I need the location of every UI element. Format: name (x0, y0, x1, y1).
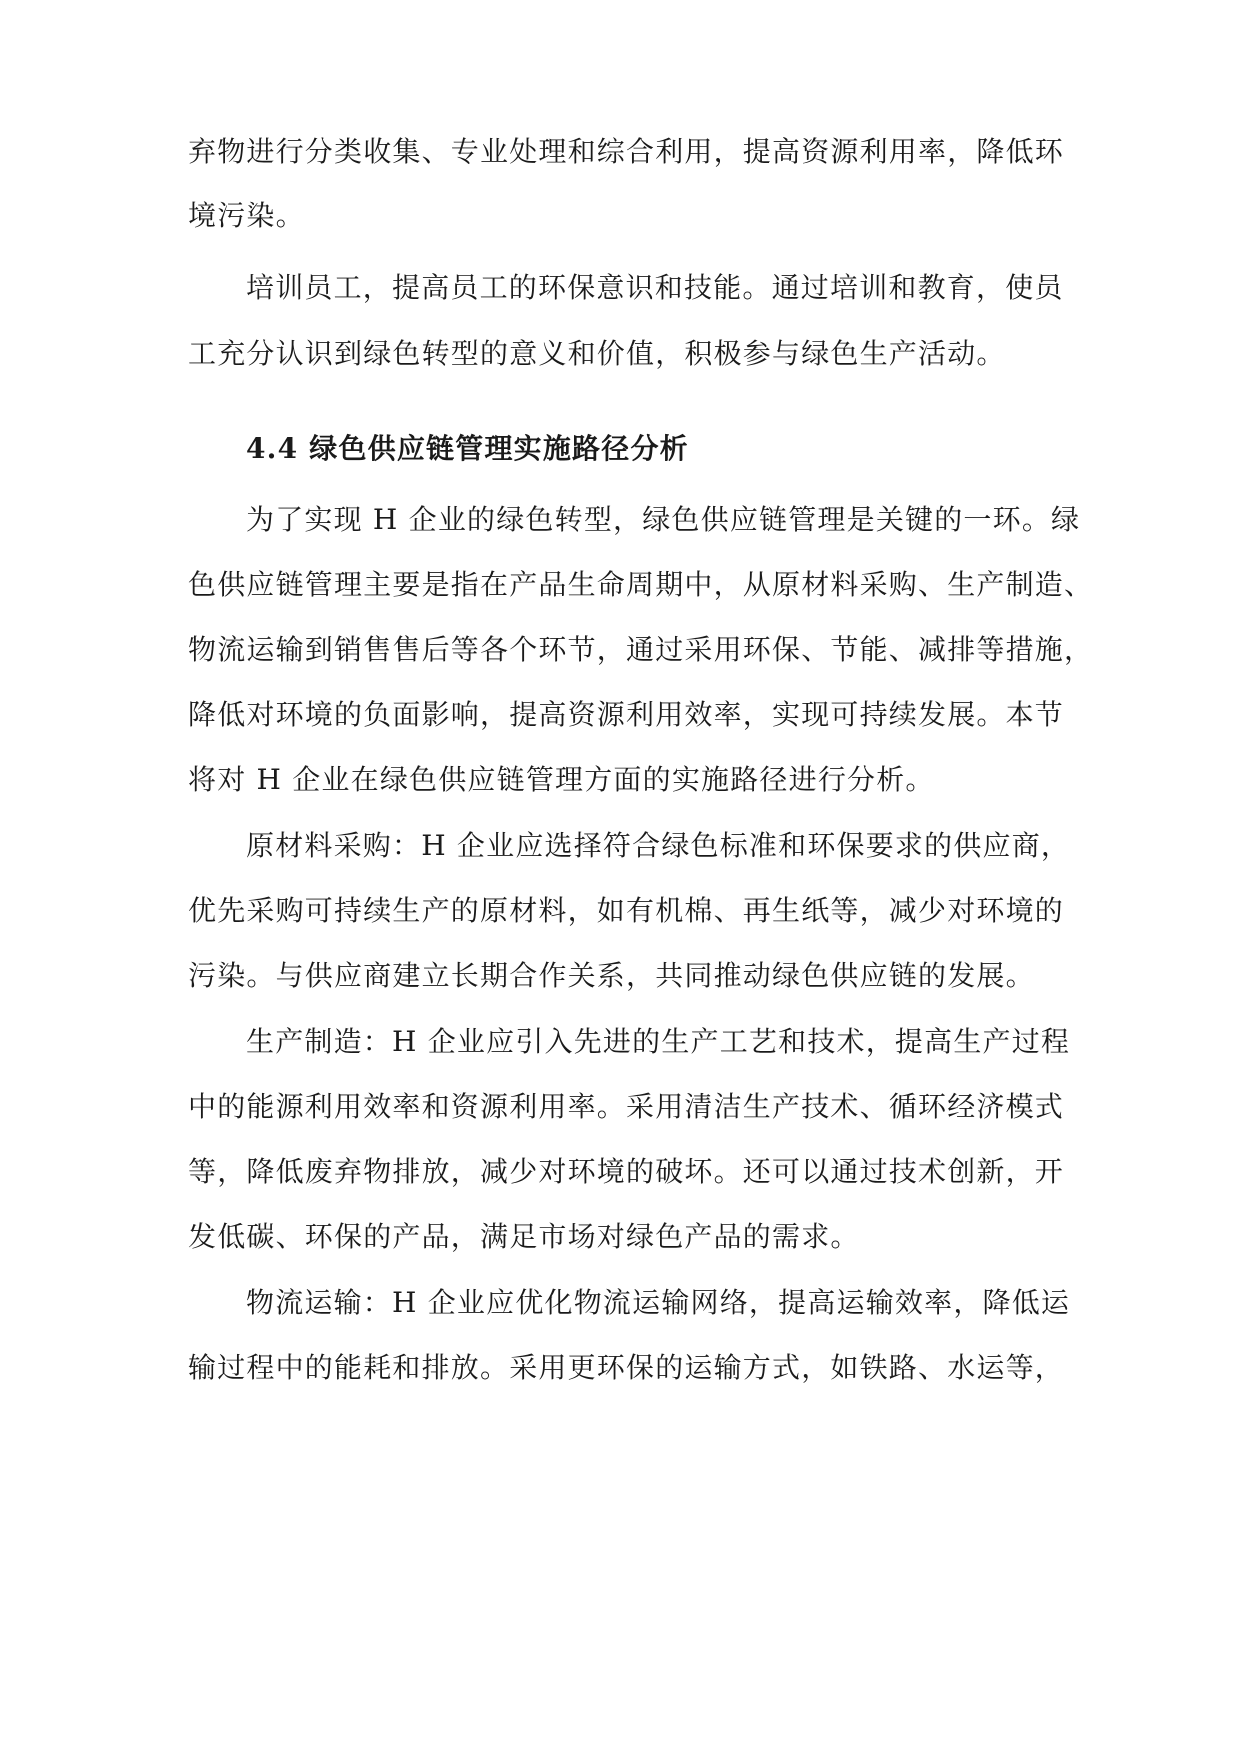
section-heading: 4.4 绿色供应链管理实施路径分析 (246, 432, 689, 465)
paragraph-line: 色供应链管理主要是指在产品生命周期中，从原材料采购、生产制造、 (188, 568, 1094, 601)
paragraph-line: 物流运输到销售售后等各个环节，通过采用环保、节能、减排等措施， (188, 633, 1094, 666)
paragraph-line: 降低对环境的负面影响，提高资源利用效率，实现可持续发展。本节 (188, 698, 1065, 731)
paragraph-line: 为了实现 H 企业的绿色转型，绿色供应链管理是关键的一环。绿 (246, 503, 1081, 536)
paragraph-line: 境污染。 (188, 199, 305, 232)
paragraph-line: 污染。与供应商建立长期合作关系，共同推动绿色供应链的发展。 (188, 959, 1035, 992)
paragraph-line: 弃物进行分类收集、专业处理和综合利用，提高资源利用率，降低环 (188, 135, 1065, 168)
paragraph-line: 将对 H 企业在绿色供应链管理方面的实施路径进行分析。 (188, 763, 935, 796)
paragraph-line: 等，降低废弃物排放，减少对环境的破坏。还可以通过技术创新，开 (188, 1155, 1065, 1188)
paragraph-line: 输过程中的能耗和排放。采用更环保的运输方式，如铁路、水运等， (188, 1351, 1065, 1384)
paragraph-line: 发低碳、环保的产品，满足市场对绿色产品的需求。 (188, 1220, 860, 1253)
paragraph-line: 培训员工，提高员工的环保意识和技能。通过培训和教育，使员 (246, 271, 1064, 304)
paragraph-line: 工充分认识到绿色转型的意义和价值，积极参与绿色生产活动。 (188, 337, 1006, 370)
paragraph-line: 优先采购可持续生产的原材料，如有机棉、再生纸等，减少对环境的 (188, 894, 1065, 927)
paragraph-line: 生产制造：H 企业应引入先进的生产工艺和技术，提高生产过程 (246, 1025, 1071, 1058)
paragraph-line: 中的能源利用效率和资源利用率。采用清洁生产技术、循环经济模式 (188, 1090, 1065, 1123)
paragraph-line: 物流运输：H 企业应优化物流运输网络，提高运输效率，降低运 (246, 1286, 1071, 1319)
paragraph-line: 原材料采购：H 企业应选择符合绿色标准和环保要求的供应商， (246, 829, 1071, 862)
